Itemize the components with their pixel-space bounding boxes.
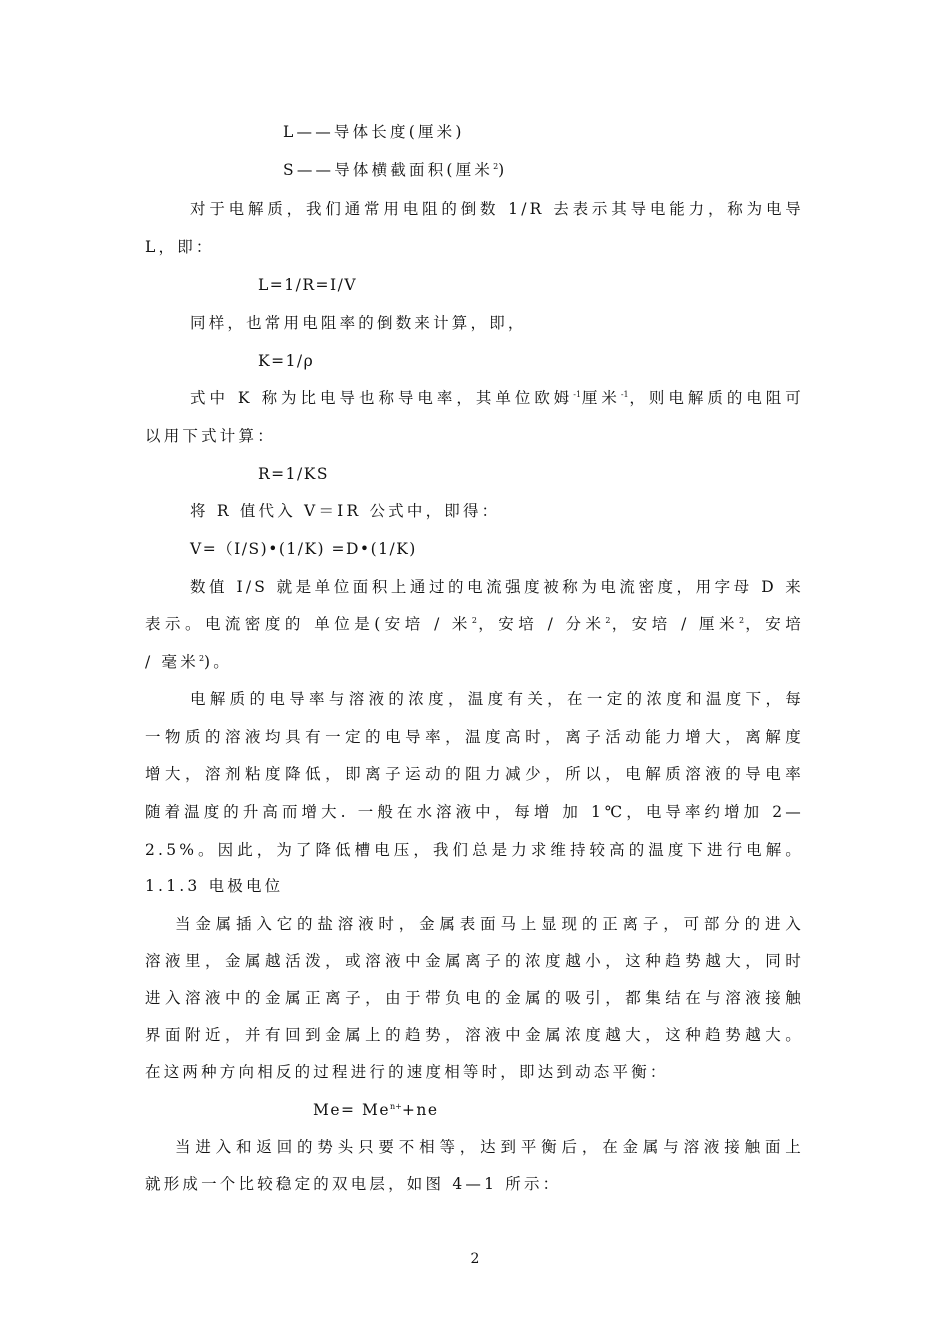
paragraph-line: 以用下式计算： [145,427,276,445]
paragraph-line: / 毫米$^2$)。 [145,653,232,671]
paragraph-line: 在这两种方向相反的过程进行的速度相等时，即达到动态平衡： [145,1063,669,1081]
paragraph-line: 进入溶液中的金属正离子，由于带负电的金属的吸引，都集结在与溶液接触 [145,989,804,1007]
paragraph-line: 增大，溶剂粘度降低，即离子运动的阻力减少，所以，电解质溶液的导电率 [145,765,804,783]
paragraph-line: 将 R 值代入 V＝IR 公式中，即得： [190,502,501,520]
def-line-length: L——导体长度(厘米) [283,123,465,141]
formula-voltage: V=（I/S)•(1/K) =D•(1/K) [190,540,417,558]
page-number: 2 [470,1251,480,1267]
paragraph-line: 式中 K 称为比电导也称导电率，其单位欧姆$^{-1}$厘米$^{-1}$，则电解质的电阻可 [190,389,804,407]
paragraph-line: 一物质的溶液均具有一定的电导率，温度高时，离子活动能力增大，离解度 [145,728,804,746]
paragraph-line: 电解质的电导率与溶液的浓度，温度有关，在一定的浓度和温度下，每 [190,690,804,708]
paragraph-line: 2.5%。因此，为了降低槽电压，我们总是力求维持较高的温度下进行电解。 [145,841,804,859]
paragraph-line: 溶液里，金属越活泼，或溶液中金属离子的浓度越小，这种趋势越大，同时 [145,952,804,970]
paragraph-line: 随着温度的升高而增大. 一般在水溶液中，每增 加 1℃，电导率约增加 2— [145,803,804,821]
formula-resistance: R=1/KS [258,465,329,483]
paragraph-line: L，即： [145,238,215,256]
paragraph-line: 数值 I/S 就是单位面积上通过的电流强度被称为电流密度，用字母 D 来 [190,578,804,596]
section-heading: 1.1.3 电极电位 [145,877,284,895]
paragraph-line: 当进入和返回的势头只要不相等，达到平衡后，在金属与溶液接触面上 [175,1138,804,1156]
paragraph-line: 同样，也常用电阻率的倒数来计算，即， [190,314,527,332]
paragraph-line: 对于电解质，我们通常用电阻的倒数 1/R 去表示其导电能力，称为电导 [190,200,804,218]
def-line-area: S——导体横截面积(厘米$^2$) [283,161,508,179]
paragraph-line: 当金属插入它的盐溶液时，金属表面马上显现的正离子，可部分的进入 [175,915,804,933]
formula-equilibrium: $Me= Me^{n+}+ne$ [313,1101,439,1119]
paragraph-line: 表示。电流密度的 单位是(安培 / 米$^2$，安培 / 分米$^2$，安培 / 厘米$^2$，安培 [145,615,804,633]
formula-conductivity: K=1/ρ [258,352,315,370]
paragraph-line: 就形成一个比较稳定的双电层，如图 4—1 所示： [145,1175,562,1193]
paragraph-line: 界面附近，并有回到金属上的趋势，溶液中金属浓度越大，这种趋势越大。 [145,1026,804,1044]
formula-conductance: L=1/R=I/V [258,276,358,294]
